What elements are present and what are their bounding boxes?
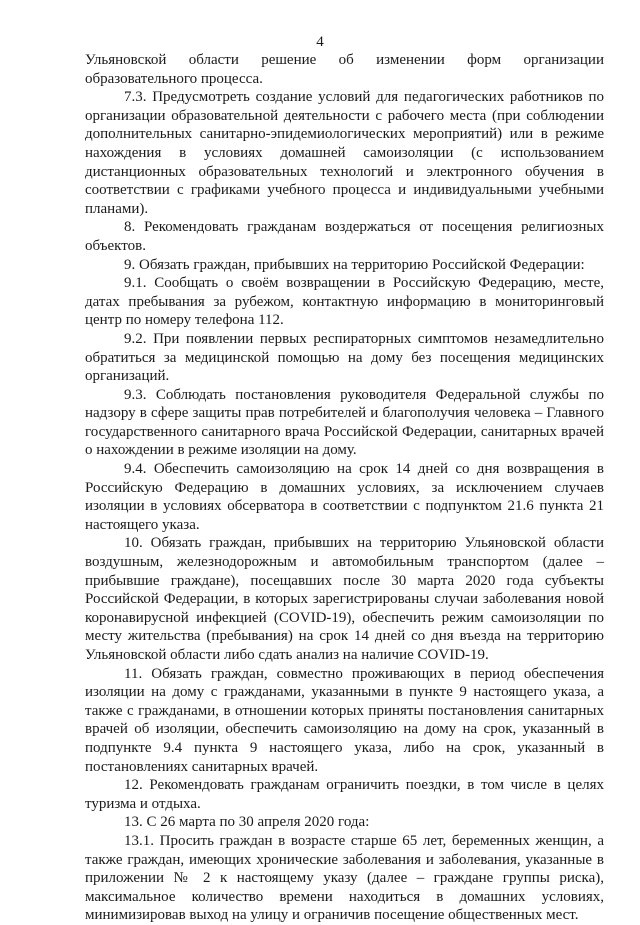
paragraph-9-2: 9.2. При появлении первых респираторных симптомов незамедлительно обратиться за медицинской помощью на дому без посещения медицинских организаций.: [85, 330, 604, 385]
paragraph-7-3: 7.3. Предусмотреть создание условий для педагогических работников по организации образовательной деятельности с рабочего места (при соблюдении дополнительных санитарно-эпидемиологических мероприятий) или в режиме нахождения в условиях домашней самоизоляции (с использованием дистанционных образовательных технологий и электронного обучения в соответствии с графиками учебного процесса и индивидуальными учебными планами).: [85, 89, 604, 217]
paragraph-9-1: 9.1. Сообщать о своём возвращении в Российскую Федерацию, месте, датах пребывания за рубежом, контактную информацию в мониторинговый центр по номеру телефона 112.: [85, 275, 604, 329]
paragraph-13: 13. С 26 марта по 30 апреля 2020 года:: [124, 814, 370, 831]
paragraph-9: 9. Обязать граждан, прибывших на территорию Российской Федерации:: [124, 256, 585, 273]
paragraph-11: 11. Обязать граждан, совместно проживающих в период обеспечения изоляции на дому с гражданами, указанными в пункте 9 настоящего указа, а также с гражданами, в отношении которых приняты постановления санитарных врачей об изоляции, обеспечить самоизоляцию на дому на срок, указанный в подпункте 9.4 пункта 9 настоящего указа, либо на срок, указанный в постановлениях санитарных врачей.: [85, 665, 604, 775]
paragraph-9-4: 9.4. Обеспечить самоизоляцию на срок 14 дней со дня возвращения в Российскую Федерацию в домашних условиях, за исключением случаев изоляции в условиях обсерватора в соответствии с подпунктом 21.6 пункта 21 настоящего указа.: [85, 461, 604, 533]
paragraph-13-1: 13.1. Просить граждан в возрасте старше 65 лет, беременных женщин, а также граждан, имеющих хронические заболевания и заболевания, указанные в приложении № 2 к настоящему указу (далее – граждане группы риска), максимальное количество времени находиться в домашних условиях, минимизировав выход на улицу и ограничив посещение общественных мест.: [85, 832, 604, 924]
paragraph-12: 12. Рекомендовать гражданам ограничить поездки, в том числе в целях туризма и отдыха.: [85, 777, 604, 812]
document-body: [85, 51, 604, 925]
paragraph-8: 8. Рекомендовать гражданам воздержаться от посещения религиозных объектов.: [85, 219, 604, 254]
paragraph-9-3: 9.3. Соблюдать постановления руководителя Федеральной службы по надзору в сфере защиты прав потребителей и благополучия человека – Главного государственного санитарного врача Российской Федерации, санитарных врачей о нахождении в режиме изоляции на дому.: [85, 386, 604, 459]
paragraph-10: 10. Обязать граждан, прибывших на территорию Ульяновской области воздушным, железнодорожным и автомобильным транспортом (далее – прибывшие граждане), посещавших после 30 марта 2020 года субъекты Российской Федерации, в которых зарегистрированы случаи заболевания новой коронавирусной инфекцией (COVID-19), обеспечить режим самоизоляции по месту жительства (пребывания) на срок 14 дней со дня въезда на территорию Ульяновской области либо сдать анализ на наличие COVID-19.: [85, 535, 604, 663]
page-number: 4: [316, 34, 324, 50]
paragraph-continuation: Ульяновской области решение об изменении форм организации образовательного процесса.: [85, 52, 604, 87]
